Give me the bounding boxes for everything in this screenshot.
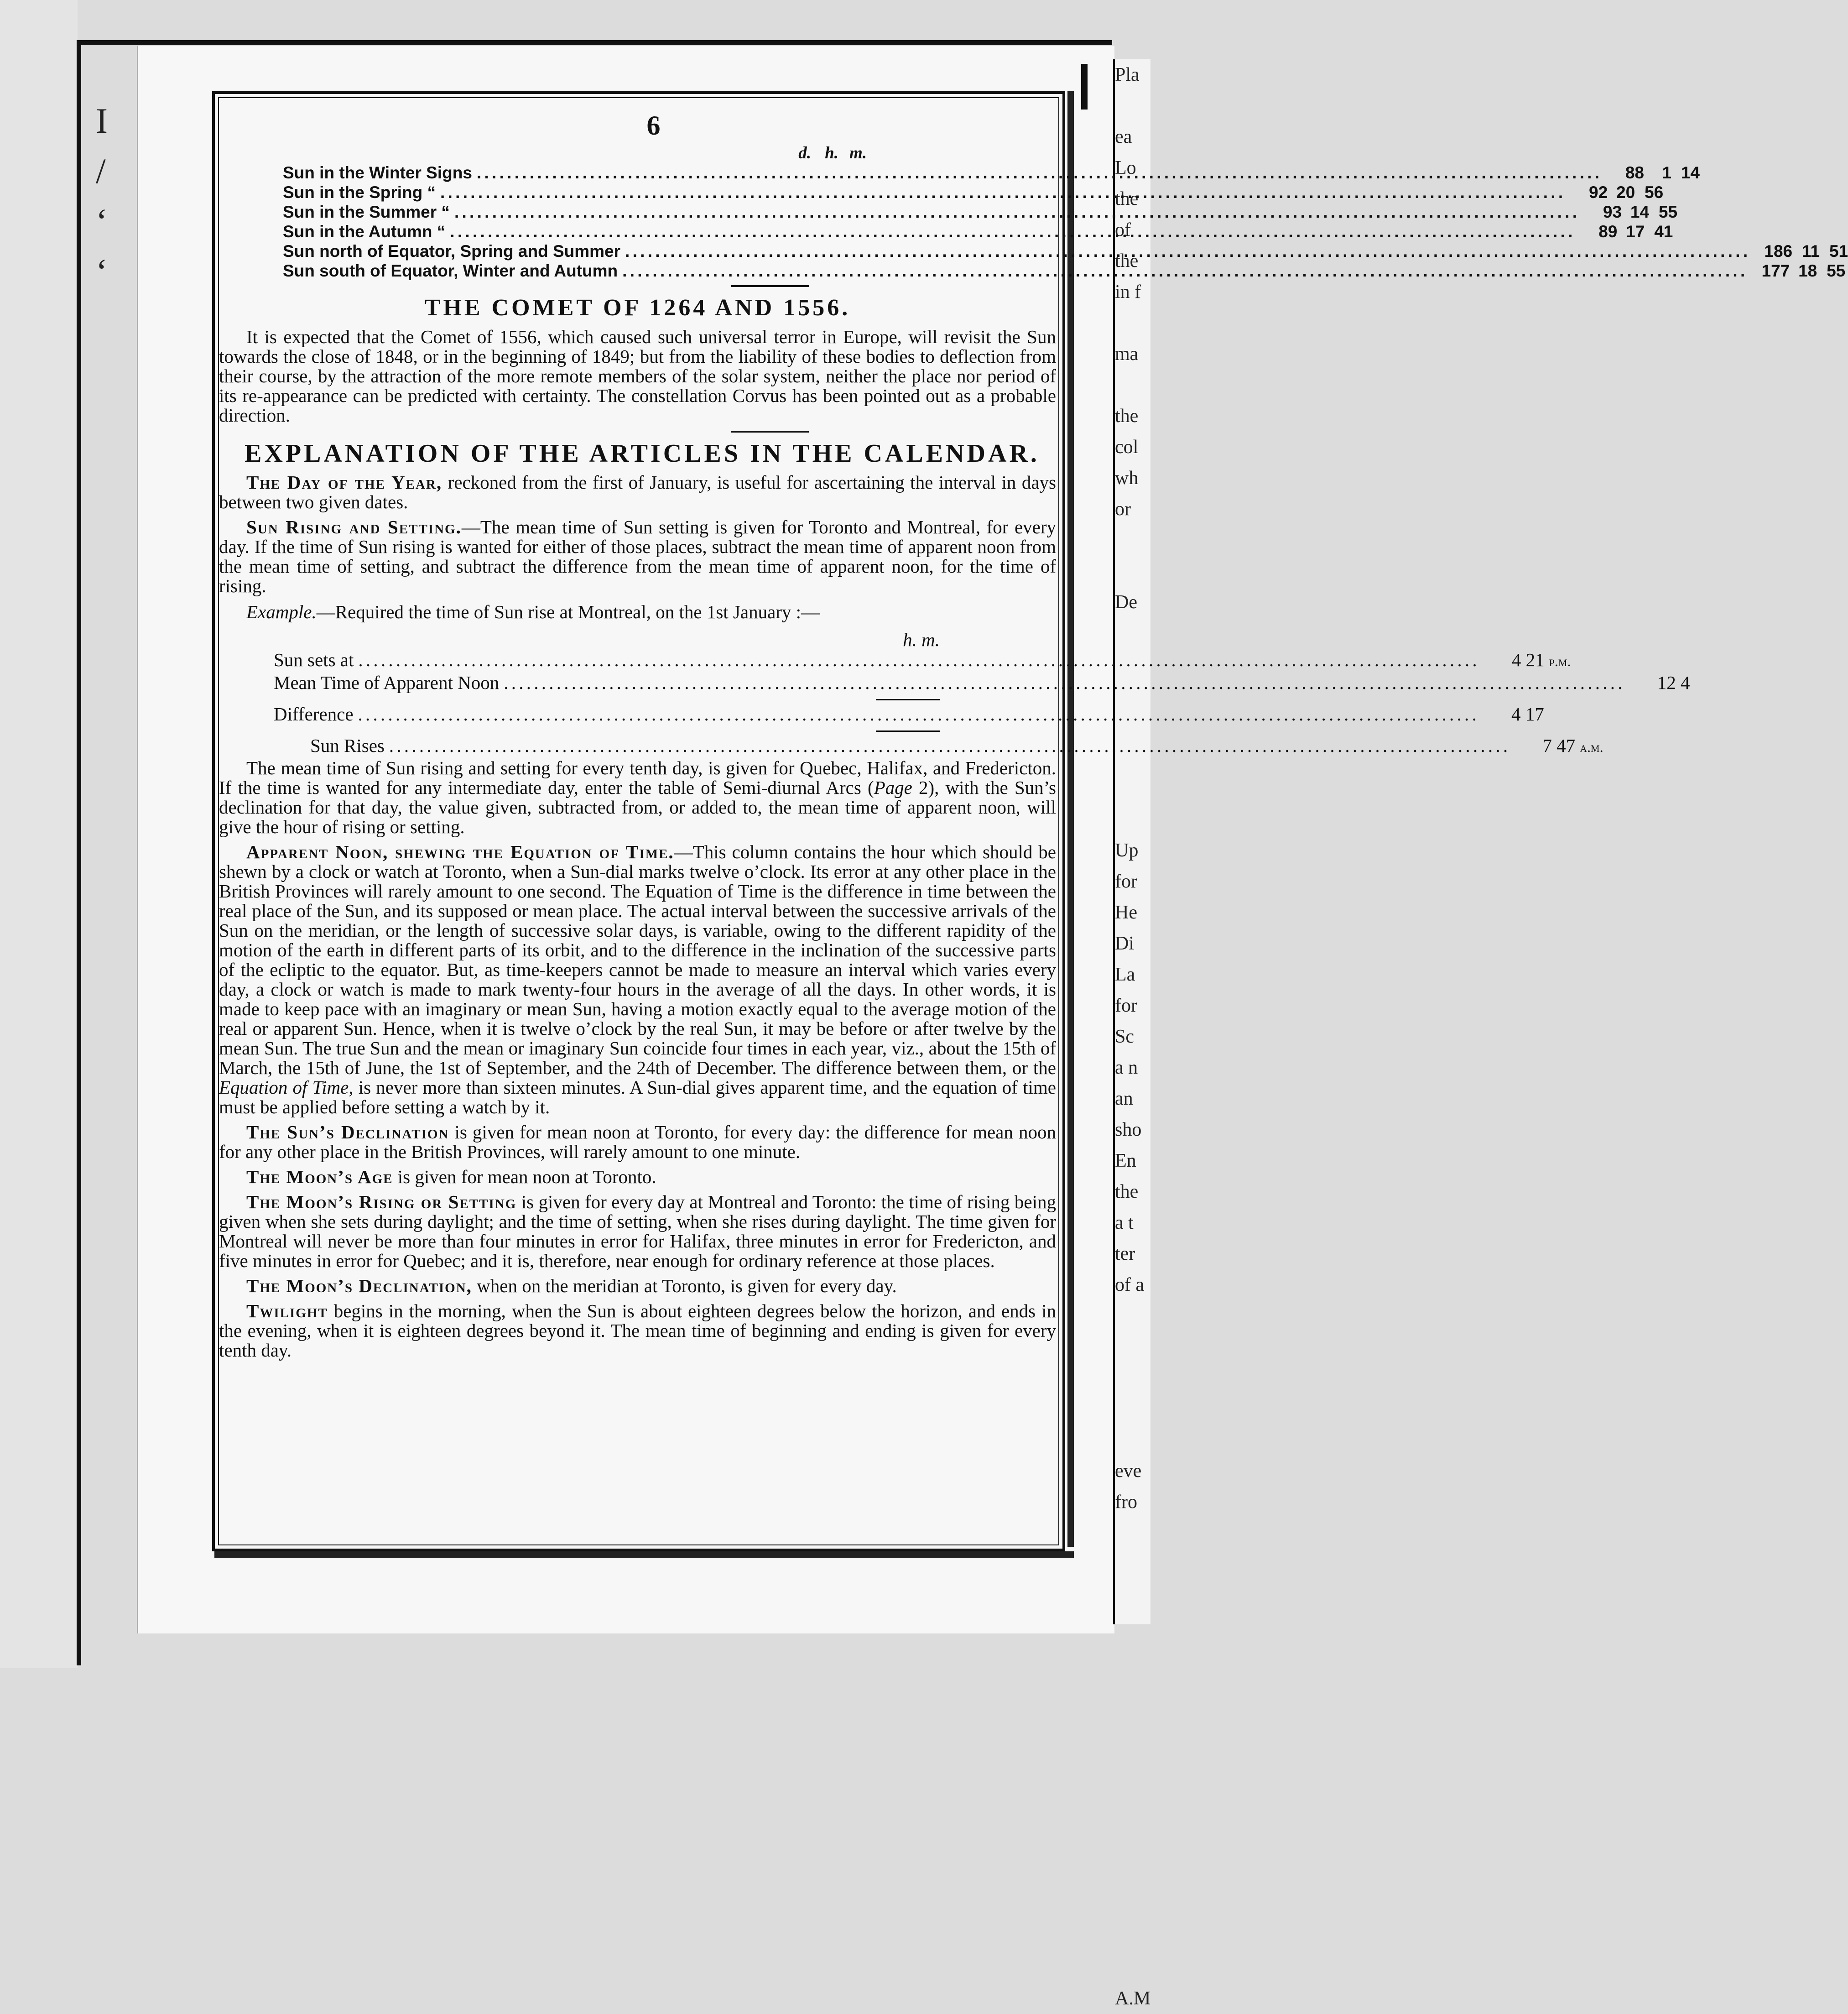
moon-rising-text: is given for every day at Montreal and Toronto: the time of rising being given when she sets during daylight; and the time of setting, when she rises during daylight. The time given for Montreal will never be more than four minutes in error for Halifax, three minutes in error for Fredericton, and five minutes in error for Quebec; and it is, therefore, near enough for ordinary reference at those places. [219,1191,1056,1271]
sun-row-label: Sun in the Winter Signs [283,163,472,182]
sun-row-label: Sun in the Spring “ [283,183,436,202]
adjacent-page-fragment [1115,1735,1150,1766]
adjacent-page-fragment: the [1115,1181,1139,1202]
sun-row-label: Sun north of Equator, Spring and Summer [283,242,621,261]
declination-lead: The Sun’s Declination [246,1122,449,1143]
adjacent-page-fragment [1115,1797,1150,1828]
adjacent-page-fragment [1115,1300,1150,1331]
sun-row-label: Sun south of Equator, Winter and Autumn [283,261,618,280]
sun-table-row [283,183,1664,202]
sun-row-minutes: 51 [1829,242,1848,261]
example-label: Sun Rises [310,735,385,756]
example-row-sun-sets [274,649,1571,673]
sun-row-days: 93 [1603,203,1622,221]
adjacent-page-fragment [1115,90,1150,121]
adjacent-page-fragment [1115,1921,1150,1952]
adjacent-page-fragment: a n [1115,1057,1138,1078]
adjacent-page-fragment: the [1115,250,1139,271]
adjacent-page-fragment: or [1115,499,1131,520]
example-label: Mean Time of Apparent Noon [274,672,500,693]
left-mark: / [96,151,106,191]
example-separator [876,730,940,732]
declination-paragraph [219,1122,1056,1162]
sun-row-days: 177 [1761,261,1790,280]
twilight-paragraph [219,1301,1056,1360]
sun-row-days: 186 [1764,242,1793,261]
moon-rising-lead: The Moon’s Rising or Setting [246,1191,517,1212]
adjacent-page-fragment: in f [1115,282,1141,303]
day-of-year-lead: The Day of the Year, [246,472,442,493]
adjacent-page-fragment: A.M [1115,1988,1151,2009]
example-table [274,629,1690,758]
apparent-noon-text: —This column contains the hour which should be shewn by a clock or watch at Toronto, when a Sun-dial marks twelve o’clock. Its error at any other place in the British Provinces will rarely amount to one second. The Equation of Time is the difference in time between the real place of the Sun, and its supposed or mean place. The actual interval between the successive arrivals of the Sun on the meridian, or the length of successive solar days, is variable, owing to the different rapidity of the motion of the earth in different parts of its orbit, and to the difference in the inclination of the successive parts of the ecliptic to the equator. But, as time-keepers cannot be made to measure an interval which varies every day, a clock or watch is made to mark twenty-four hours in the average of all the days. In other words, it is made to keep pace with an imaginary or mean Sun, having a motion exactly equal to the average motion of the real or apparent Sun. Hence, when it is twelve o’clock by the real Sun, it may be before or after twelve by the mean Sun. The true Sun and the mean or imaginary Sun coincide four times in each year, viz., about the 15th of March, the 15th of June, the 1st of September, and the 24th of December. The difference between them, or the [219,841,1056,1078]
adjacent-page-fragment: He [1115,902,1137,923]
example-value: 4 17 [1511,704,1544,725]
adjacent-page-fragment [1115,1580,1150,1611]
adjacent-page-fragment [1115,773,1150,804]
header-hours: h. [825,144,838,162]
sun-row-minutes: 56 [1645,183,1664,202]
adjacent-page-fragment: sho [1115,1119,1142,1140]
sun-row-hours: 14 [1630,203,1650,221]
adjacent-page-fragment: an [1115,1088,1133,1109]
adjacent-page-fragment: Sc [1115,1026,1134,1047]
sun-row-days: 92 [1589,183,1608,202]
page-number: 6 [646,110,661,141]
adjacent-page-fragment [1115,1828,1150,1859]
sun-row-minutes: 14 [1681,163,1700,182]
example-suffix: a.m. [1580,739,1603,755]
example-line [246,601,1056,622]
adjacent-page-fragment [1115,1549,1150,1580]
adjacent-page-fragment [1115,556,1150,587]
moon-age-paragraph [219,1167,1056,1187]
twilight-lead: Twilight [246,1300,328,1321]
adjacent-page-fragment: eve [1115,1461,1142,1482]
example-value: 12 4 [1657,672,1690,693]
adjacent-page-fragment [1115,1704,1150,1735]
adjacent-page-fragment: De [1115,592,1137,613]
example-label: Sun sets at [274,649,354,670]
day-of-year-text: reckoned from the first of January, is useful for ascertaining the interval in days between two given dates. [219,472,1056,512]
sun-row-label: Sun in the Summer “ [283,203,450,221]
adjacent-page-fragment [1115,1331,1150,1362]
adjacent-page-fragment: ma [1115,344,1139,365]
twilight-text: begins in the morning, when the Sun is about eighteen degrees below the horizon, and ends in the evening, when it is eighteen degrees beyond it. The mean time of beginning and ending is given for every tenth day. [219,1300,1056,1361]
adjacent-page-fragment: Di [1115,933,1134,954]
adjacent-page-fragment [1115,1424,1150,1456]
adjacent-page-fragment: for [1115,871,1137,892]
left-mark: ‘ [96,251,108,291]
adjacent-page-fragment: fro [1115,1492,1137,1513]
sun-row-minutes: 55 [1658,203,1678,221]
adjacent-page-fragment [1115,804,1150,835]
binding-mark [1081,64,1088,110]
tenth-day-text: The mean time of Sun rising and setting for every tenth day, is given for Quebec, Halifax, and Fredericton. If the time is wanted for any intermediate day, enter the table of Semi-diurnal Arcs ( [219,757,1056,798]
moon-age-lead: The Moon’s Age [246,1166,393,1187]
left-mark: I [96,101,108,141]
sun-rising-lead: Sun Rising and Setting. [246,517,462,537]
comet-heading: THE COMET OF 1264 AND 1556. [424,295,851,321]
sun-row-minutes: 41 [1654,222,1673,241]
adjacent-page-fragment: Lo [1115,157,1136,178]
example-row-sun-rises [274,735,1603,758]
adjacent-page-fragment: La [1115,964,1135,985]
adjacent-page-fragment [1115,308,1150,339]
sun-row-hours: 18 [1798,261,1817,280]
example-row-noon [274,672,1690,695]
example-lead: Example. [246,601,317,622]
adjacent-page-fragment [1115,1859,1150,1890]
sun-row-label: Sun in the Autumn “ [283,222,446,241]
sun-row-hours: 11 [1802,242,1820,261]
adjacent-page-edge [1113,59,1151,2009]
equation-of-time: Equation of Time, [219,1077,354,1098]
adjacent-page-fragment [1115,1766,1150,1797]
frame-shadow-right [1067,91,1074,1547]
adjacent-page-fragment: the [1115,188,1139,209]
adjacent-page-fragment [1115,1611,1150,1642]
scan-border-top [77,40,1112,45]
section-rule [731,285,809,287]
sun-row-hours: 1 [1662,163,1672,182]
adjacent-page-fragment: wh [1115,468,1139,489]
apparent-noon-paragraph [219,842,1056,1117]
adjacent-page-fragment: col [1115,437,1139,458]
adjacent-page-fragment: ea [1115,126,1132,147]
explanation-heading: EXPLANATION OF THE ARTICLES IN THE CALENDAR. [245,439,1040,468]
example-row-difference [274,704,1544,727]
example-label: Difference [274,704,354,725]
example-value: 7 47 [1542,735,1576,756]
sun-row-days: 88 [1625,163,1645,182]
sun-row-days: 89 [1598,222,1618,241]
comet-paragraph: It is expected that the Comet of 1556, which caused such universal terror in Europe, will revisit the Sun towards the close of 1848, or in the beginning of 1849; but from the liability of these bodies to deflection from their course, by the attraction of the more remote members of the solar system, neither the place nor period of its re-appearance can be predicted with certainty. The constellation Corvus has been pointed out as a probable direction. [219,326,1056,426]
adjacent-page-fragment [1115,1890,1150,1921]
adjacent-page-fragment: of a [1115,1274,1145,1295]
apparent-noon-lead: Apparent Noon, shewing the Equation of Time. [246,841,674,862]
page-ref: Page [874,777,912,798]
scan-border-left [77,41,81,1665]
example-text: —Required the time of Sun rise at Montreal, on the 1st January :— [316,601,820,622]
section-rule [731,431,809,433]
left-mark: ‘ [96,201,108,241]
example-value: 4 21 [1511,649,1545,670]
apparent-noon-text-2: is never more than sixteen minutes. A Sun-dial gives apparent time, and the equation of time must be applied before setting a watch by it. [219,1077,1056,1117]
sun-table-row [283,202,1678,222]
moon-age-text: is given for mean noon at Toronto. [393,1166,656,1187]
adjacent-page-fragment [1115,525,1150,556]
adjacent-page-fragment: Pla [1115,64,1140,85]
adjacent-page-fragment [1115,618,1150,649]
example-separator [876,699,940,700]
adjacent-page-fragment: Up [1115,840,1139,861]
example-suffix: p.m. [1549,653,1571,669]
header-minutes: m. [849,144,867,162]
adjacent-page-fragment [1115,1518,1150,1549]
adjacent-page-fragment: ter [1115,1243,1135,1264]
sun-table-row [283,261,1846,281]
adjacent-page-fragment [1115,1952,1150,1983]
adjacent-page-fragment: of [1115,219,1131,240]
tenth-day-paragraph [219,758,1056,837]
sun-rising-text: —The mean time of Sun setting is given for Toronto and Montreal, for every day. If the time of Sun rising is wanted for either of those places, subtract the mean time of apparent noon from the mean time of setting, and subtract the difference from the mean time of apparent noon, for the time of rising. [219,517,1056,596]
day-of-year-paragraph [219,473,1056,512]
adjacent-page-fragment [1115,370,1150,401]
sun-rising-paragraph [219,517,1056,596]
scan-left-margin [0,0,78,1668]
adjacent-page-fragment [1115,1642,1150,1673]
frame-shadow-bottom [214,1551,1074,1558]
header-days: d. [798,144,811,162]
adjacent-page-fragment [1115,1362,1150,1393]
sun-row-hours: 20 [1616,183,1635,202]
sun-row-hours: 17 [1626,222,1645,241]
sun-row-minutes: 55 [1827,261,1846,280]
declination-text: is given for mean noon at Toronto, for every day: the difference for mean noon for any other place in the British Provinces, will rarely amount to one minute. [219,1122,1056,1162]
adjacent-page-fragment: the [1115,406,1139,427]
adjacent-page-fragment [1115,1393,1150,1424]
moon-declination-lead: The Moon’s Declination, [246,1275,472,1296]
tenth-day-text-2: 2), with the Sun’s declination for that day, the value given, subtracted from, or added to, the mean time of apparent noon, will give the hour of rising or setting. [219,777,1056,837]
moon-declination-text: when on the meridian at Toronto, is given for every day. [472,1275,897,1296]
adjacent-page-fragment: En [1115,1150,1136,1171]
adjacent-page-fragment [1115,1673,1150,1704]
example-table-header: h. m. [903,629,940,650]
moon-declination-paragraph [219,1276,1056,1296]
adjacent-page-fragment: a t [1115,1212,1134,1233]
adjacent-page-fragment: for [1115,995,1137,1016]
sun-table-header [283,143,867,163]
moon-rising-paragraph [219,1192,1056,1271]
